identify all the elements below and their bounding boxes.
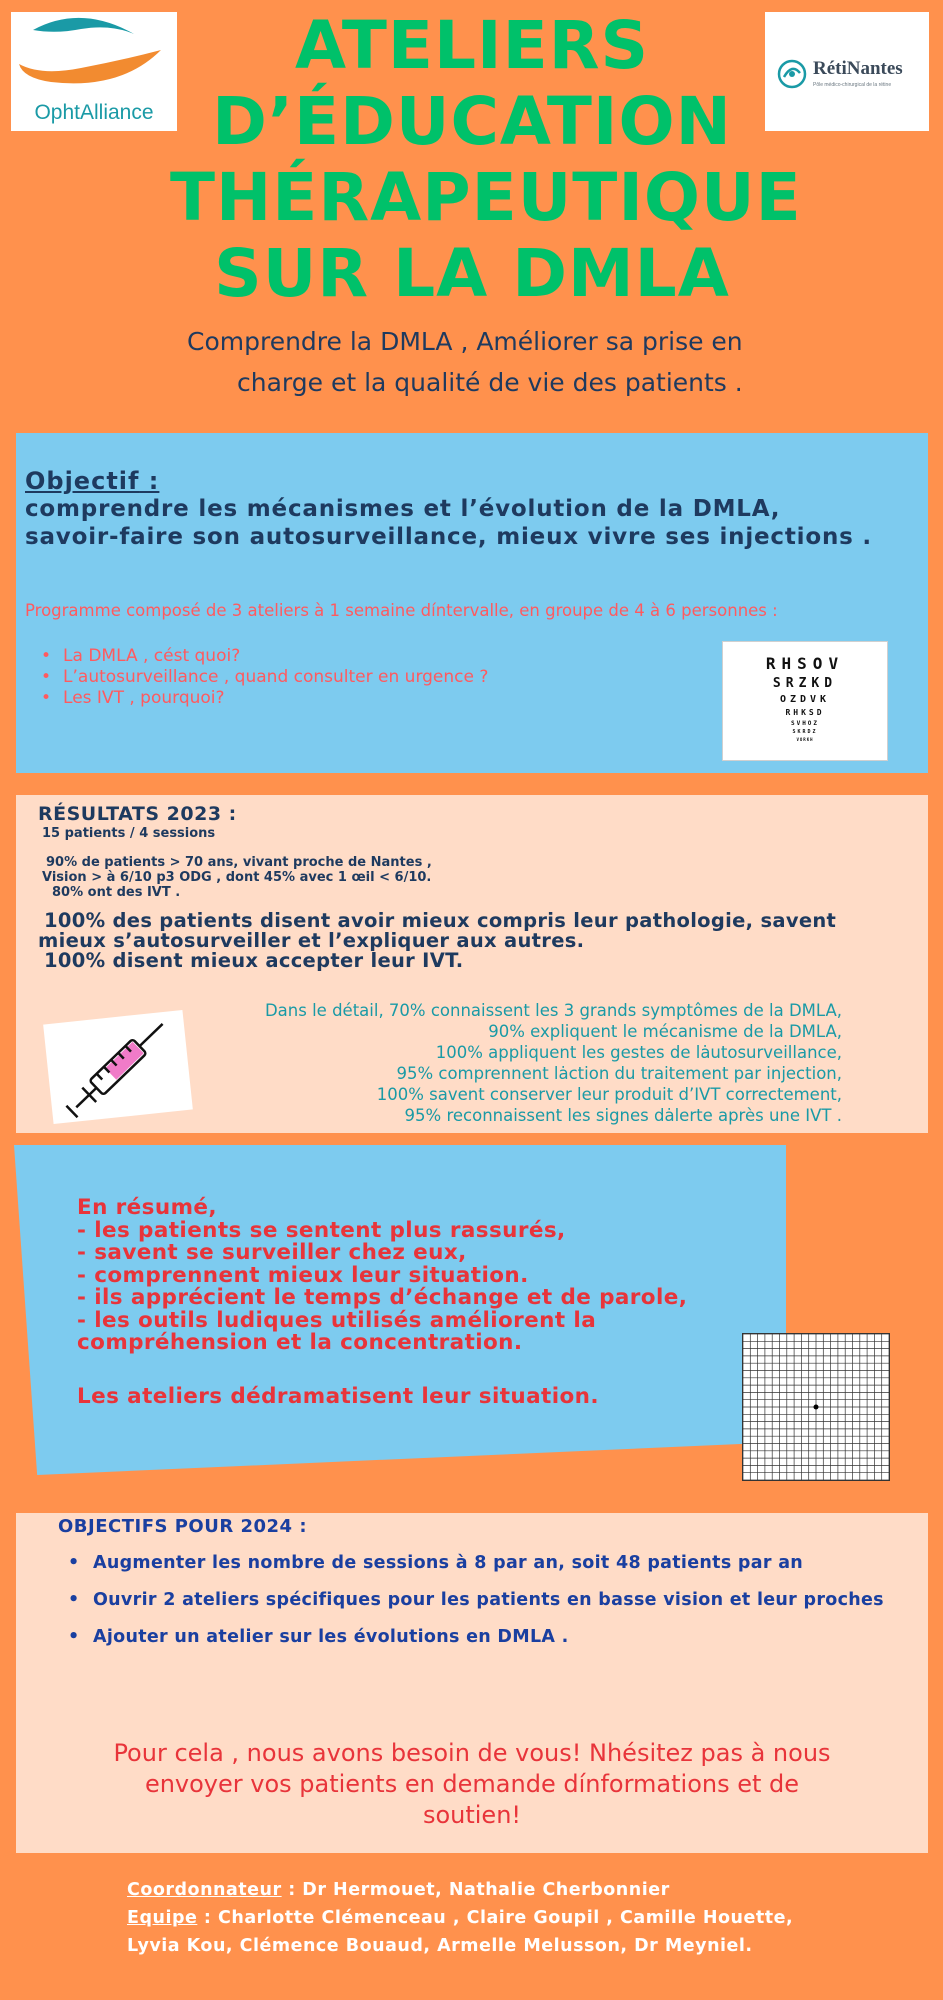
subtitle-line: charge et la qualité de vie des patients .: [237, 368, 743, 397]
ophtalliance-logo-text: OphtAlliance: [34, 101, 154, 124]
detail-line: 95% reconnaissent les signes dȧlerte après une IVT .: [404, 1106, 842, 1125]
key-finding-line: mieux s’autosurveiller et l’expliquer aux autres.: [38, 929, 585, 952]
syringe-icon: [43, 1010, 193, 1124]
objective-text: [25, 495, 872, 551]
page-title: [170, 7, 802, 312]
ophtalliance-logo: [11, 12, 177, 131]
title-line: ATELIERS: [294, 7, 650, 84]
goals-heading: OBJECTIFS POUR 2024 :: [58, 1516, 308, 1537]
eye-chart-row: VORKH: [796, 737, 814, 742]
summary-line: compréhension et la concentration.: [77, 1330, 523, 1355]
goals-list: [68, 1553, 888, 1664]
retinantes-logo: [765, 12, 929, 131]
results-heading: RÉSULTATS 2023 :: [38, 803, 237, 825]
objective-line: savoir-faire son autosurveillance, mieux vivre ses injections .: [25, 524, 872, 550]
eye-chart-row: RHSOV: [765, 654, 845, 673]
call-line: Pour cela , nous avons besoin de vous! Nhésitez pas à nous: [113, 1739, 831, 1767]
summary-line: - savent se surveiller chez eux,: [77, 1240, 467, 1265]
detail-line: 90% expliquent le mécanisme de la DMLA,: [488, 1022, 842, 1041]
coordinator-value: : Dr Hermouet, Nathalie Cherbonnier: [281, 1880, 670, 1900]
call-line: soutien!: [422, 1801, 522, 1829]
key-finding-line: 100% disent mieux accepter leur IVT.: [44, 949, 464, 972]
detail-line: 95% comprennent lȧction du traitement par injection,: [396, 1064, 842, 1083]
summary-conclusion: Les ateliers dédramatisent leur situation.: [77, 1384, 599, 1409]
eye-chart-row: SVHOZ: [790, 720, 820, 727]
program-description: Programme composé de 3 ateliers à 1 semaine díntervalle, en groupe de 4 à 6 personnes :: [25, 601, 778, 620]
summary-line: - les patients se sentent plus rassurés,: [77, 1217, 566, 1243]
title-line: THÉRAPEUTIQUE: [170, 159, 802, 236]
detail-line: 100% savent conserver leur produit d’IVT correctement,: [376, 1085, 842, 1104]
objective-line: comprendre les mécanismes et l’évolution de la DMLA,: [25, 496, 781, 522]
population-line: 80% ont des IVT .: [52, 885, 181, 900]
subtitle-line: Comprendre la DMLA , Améliorer sa prise en: [187, 327, 743, 356]
detail-line: 100% appliquent les gestes de lȧutosurveillance,: [435, 1043, 842, 1062]
objective-panel: [16, 433, 928, 773]
summary-text: [77, 1197, 687, 1355]
goal-item: • Ajouter un atelier sur les évolutions en DMLA .: [68, 1627, 888, 1647]
coordinator-label: Coordonnateur: [127, 1880, 282, 1900]
summary-line: - comprennent mieux leur situation.: [77, 1262, 529, 1288]
workshop-item: • Les IVT , pourquoi?: [41, 688, 488, 709]
results-panel: [16, 795, 928, 1133]
coordinator-line: [127, 1876, 827, 1904]
workshop-item: • L’autosurveillance , quand consulter en urgence ?: [41, 667, 488, 688]
results-sessions: 15 patients / 4 sessions: [42, 826, 216, 841]
goal-item: • Augmenter les nombre de sessions à 8 par an, soit 48 patients par an: [68, 1553, 888, 1573]
amsler-grid-icon: [743, 1334, 889, 1480]
eye-chart-row: SKRDZ: [792, 729, 818, 735]
objective-heading: [25, 467, 159, 495]
results-details: [265, 1000, 842, 1126]
ophtalliance-logo-icon: [11, 12, 177, 102]
eye-chart-row: OZDVK: [779, 694, 831, 705]
key-finding-line: 100% des patients disent avoir mieux compris leur pathologie, savent: [44, 909, 837, 932]
amsler-grid-image: [742, 1333, 890, 1481]
objective-heading-colon: :: [139, 467, 160, 495]
goal-item: • Ouvrir 2 ateliers spécifiques pour les patients en basse vision et leur proches: [68, 1590, 888, 1610]
team-line: [127, 1904, 827, 1932]
summary-line: En résumé,: [77, 1195, 217, 1220]
footer-credits: [127, 1876, 827, 1960]
eye-chart-image: [722, 641, 888, 761]
call-line: envoyer vos patients en demande dínformations et de: [144, 1770, 800, 1798]
call-to-action: [16, 1738, 928, 1831]
workshop-list: [41, 646, 488, 709]
eye-chart-row: SRZKD: [772, 676, 838, 691]
retinantes-logo-icon: [775, 57, 809, 91]
goals-panel: [16, 1513, 928, 1853]
title-line: SUR LA DMLA: [214, 235, 730, 312]
team-label: Equipe: [127, 1908, 198, 1928]
retinantes-logo-text: RétiNantes: [813, 58, 903, 79]
eye-chart-row: RHKSD: [785, 708, 825, 717]
population-line: 90% de patients > 70 ans, vivant proche de Nantes ,: [46, 855, 432, 870]
workshop-item: • La DMLA , cést quoi?: [41, 646, 488, 667]
title-line: D’ÉDUCATION: [212, 83, 732, 160]
detail-line: Dans le détail, 70% connaissent les 3 grands symptômes de la DMLA,: [264, 1001, 842, 1020]
retinantes-logo-tagline: Pôle médico-chirurgical de la rétine: [813, 82, 892, 88]
objective-heading-label: Objectif: [25, 467, 140, 495]
team-value: : Charlotte Clémenceau , Claire Goupil , Camille Houette,: [197, 1908, 794, 1928]
population-line: Vision > à 6/10 p3 ODG , dont 45% avec 1 œil < 6/10.: [42, 870, 432, 885]
syringe-image: [43, 1010, 193, 1124]
summary-line: - ils apprécient le temps d’échange et de parole,: [77, 1285, 688, 1310]
results-key-findings: [38, 911, 836, 971]
team-line-2: Lyvia Kou, Clémence Bouaud, Armelle Melusson, Dr Meyniel.: [127, 1936, 753, 1956]
summary-line: - les outils ludiques utilisés améliorent la: [77, 1307, 597, 1333]
